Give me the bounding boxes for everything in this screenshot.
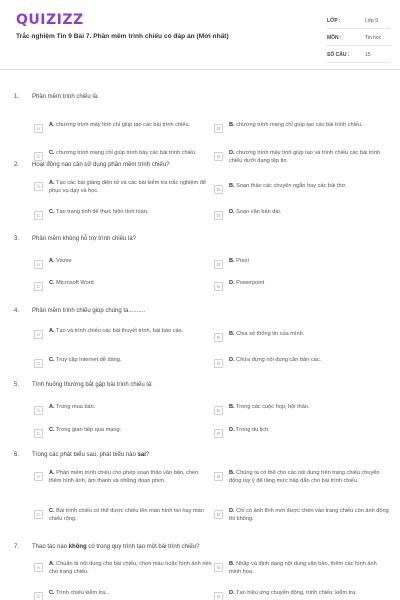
option-d[interactable] (214, 280, 390, 291)
question-stem (14, 544, 199, 550)
option-text: Tạo và trình chiếu các bài thuyết trình, bài báo cáo. (56, 328, 184, 334)
question-stem (14, 94, 99, 100)
option-letter: B (214, 563, 223, 572)
option-c[interactable] (34, 357, 212, 368)
option-text: Soạn văn bản dài. (236, 209, 282, 215)
option-label: B. (229, 561, 235, 567)
question-text: Phần mềm trình chiếu giúp chúng ta.......... (32, 308, 146, 314)
option-text: Visme (56, 258, 72, 264)
meta-value: 15 (365, 52, 371, 58)
option-letter: D (214, 510, 223, 519)
option-text: Chứa đựng nội dung căn bản các. (236, 357, 322, 363)
option-letter: B (214, 333, 223, 342)
option-b[interactable] (214, 404, 390, 415)
option-label: B. (229, 331, 235, 337)
option-label: B. (229, 183, 235, 189)
option-c[interactable] (34, 590, 212, 600)
question-number: 4. (14, 308, 20, 314)
option-c[interactable] (34, 209, 212, 220)
option-letter: C (34, 152, 43, 161)
option-label: D. (229, 508, 235, 514)
option-text: Phần mềm trình chiếu cho phép soạn thảo văn bản, chèn thêm hình ảnh, âm thanh và những đoạn phim. (49, 470, 199, 484)
option-letter: A (34, 124, 43, 133)
option-label: A. (49, 470, 55, 476)
option-b[interactable] (214, 470, 390, 485)
question-text: Phần mềm không hỗ trợ trình chiếu là? (32, 236, 136, 242)
option-d[interactable] (214, 150, 390, 165)
option-b[interactable] (214, 331, 390, 342)
option-label: D. (229, 150, 235, 156)
option-label: B. (229, 470, 235, 476)
option-a[interactable] (34, 470, 212, 485)
option-text: Soạn thảo các chuyện ngắn hay các bài thơ. (236, 183, 347, 189)
option-letter: C (34, 510, 43, 519)
option-label: A. (49, 404, 55, 410)
question-text: Thao tác nào không có trong quy trình tạo một bài trình chiếu? (32, 544, 200, 550)
option-a[interactable] (34, 561, 212, 576)
option-text: Chúng ta có thể cho các nội dung trên trang chiếu chuyển động tùy ý để tăng mức hấp dẫn cho bài trình chiếu. (229, 470, 380, 484)
option-text: Chia sẻ thông tin của mình. (236, 331, 305, 337)
option-text: Bài trình chiếu có thể được chiếu lên màn hình tivi hay màn chiếu rộng. (49, 508, 204, 522)
meta-row-subject (327, 31, 391, 46)
option-letter: C (34, 359, 43, 368)
option-letter: C (34, 282, 43, 291)
option-letter: C (34, 592, 43, 600)
option-text: Chuẩn bị nội dung cho bài chiếu, chọn màu hoặc hình ảnh nền cho trang chiếu. (49, 561, 212, 575)
option-d[interactable] (214, 427, 390, 438)
option-letter: A (34, 563, 43, 572)
question-number: 2. (14, 162, 20, 168)
option-label: A. (49, 122, 55, 128)
option-label: D. (229, 590, 235, 596)
question-number: 6. (14, 452, 20, 458)
meta-label: MÔN : (327, 35, 342, 41)
option-d[interactable] (214, 357, 390, 368)
option-label: D. (229, 280, 235, 286)
option-letter: A (34, 472, 43, 481)
option-text: Trong giao tiếp qua mạng. (56, 427, 122, 433)
question-stem (14, 452, 149, 458)
question-stem (14, 162, 169, 168)
question-number: 1. (14, 94, 20, 100)
option-label: C. (49, 150, 55, 156)
option-label: C. (49, 357, 55, 363)
option-text: chương trình mạng chỉ giúp trình bày các bài trình chiếu. (56, 150, 197, 156)
option-label: B. (229, 122, 235, 128)
option-letter: B (214, 124, 223, 133)
option-text: Trong các cuộc họp, hội thảo. (236, 404, 310, 410)
meta-value: Lớp 9 (365, 18, 379, 24)
option-c[interactable] (34, 280, 212, 291)
option-a[interactable] (34, 180, 212, 195)
question-text: Hoạt động nào cần sử dụng phần mềm trình chiếu? (32, 162, 170, 168)
option-letter: D (214, 211, 223, 220)
option-text: Tạo các bài giảng điện tử và các bài kiểm tra trắc nghiệm để phục vụ dạy và học. (49, 180, 206, 194)
option-letter: B (214, 406, 223, 415)
option-letter: C (34, 429, 43, 438)
option-text: Chỉ có ảnh tĩnh mới được chèn vào trang chiếu còn ảnh động thì không. (229, 508, 389, 522)
option-letter: D (214, 282, 223, 291)
question-stem (14, 308, 145, 314)
option-label: C. (49, 427, 55, 433)
option-label: B. (229, 258, 235, 264)
option-d[interactable] (214, 209, 390, 220)
question-text: Phần mềm trình chiếu là: (32, 94, 99, 100)
question-number: 7. (14, 544, 20, 550)
option-text: Trình chiếu kiểm tra... (56, 590, 110, 596)
meta-label: SỐ CÂU : (327, 52, 350, 58)
question-number: 5. (14, 382, 20, 388)
option-letter: D (214, 429, 223, 438)
option-label: D. (229, 357, 235, 363)
option-letter: B (214, 185, 223, 194)
option-c[interactable] (34, 427, 212, 438)
meta-value: Tin học (365, 35, 382, 41)
option-text: Truy cập Internet dễ dàng. (56, 357, 122, 363)
option-text: chương trình máy tính giúp tạo và trình chiếu các bài trình chiếu dưới dạng tệp tin. (229, 150, 381, 164)
option-text: Tạo trang tính để thực hiện tính toán. (56, 209, 149, 215)
option-label: A. (49, 328, 55, 334)
question-stem (14, 236, 136, 242)
option-a[interactable] (34, 404, 212, 415)
option-a[interactable] (34, 328, 212, 339)
meta-info (327, 14, 391, 65)
option-a[interactable] (34, 258, 212, 269)
worksheet-header (0, 0, 400, 70)
option-label: D. (229, 427, 235, 433)
option-text: Powerpoint (236, 280, 265, 286)
option-b[interactable] (214, 561, 390, 576)
meta-row-count (327, 48, 391, 63)
option-text: Trong mua bán. (56, 404, 96, 410)
option-label: C. (49, 590, 55, 596)
option-b[interactable] (214, 183, 390, 194)
meta-label: LỚP : (327, 18, 341, 24)
option-label: C. (49, 209, 55, 215)
option-letter: A (34, 260, 43, 269)
option-label: B. (229, 404, 235, 410)
option-letter: A (34, 406, 43, 415)
option-label: C. (49, 280, 55, 286)
option-label: A. (49, 561, 55, 567)
option-letter: A (34, 182, 43, 191)
option-label: A. (49, 180, 55, 186)
option-text: Prezi (236, 258, 249, 264)
option-text: chương trình mạng chỉ giúp tạo các bài trình chiếu. (236, 122, 363, 128)
option-letter: D (214, 152, 223, 161)
question-number: 3. (14, 236, 20, 242)
option-c[interactable] (34, 508, 212, 523)
option-letter: B (214, 260, 223, 269)
option-text: Microsoft Word (56, 280, 94, 286)
option-letter: B (214, 472, 223, 481)
option-text: chương trình máy tính chỉ giúp tạo các bài trình chiếu. (56, 122, 191, 128)
option-b[interactable] (214, 122, 390, 133)
quizizz-logo: QUIZIZZ (16, 12, 84, 28)
question-text: Tình huống thường bắt gặp bài trình chiếu là: (32, 382, 153, 388)
document-title: Trắc nghiệm Tin 9 Bài 7. Phần mềm trình chiếu có đáp án (Mới nhất) (16, 33, 229, 40)
question-text: Trong các phát biểu sau, phát biểu nào sai? (32, 452, 150, 458)
option-label: A. (49, 258, 55, 264)
option-letter: A (34, 330, 43, 339)
option-c[interactable] (34, 150, 212, 161)
option-label: D. (229, 209, 235, 215)
option-d[interactable] (214, 508, 390, 523)
option-text: Nhập và định dạng nội dung văn bản, thêm các hình ảnh minh họa. (229, 561, 377, 575)
option-label: C. (49, 508, 55, 514)
option-text: Trong du lịch. (236, 427, 270, 433)
meta-row-class (327, 14, 391, 29)
option-letter: C (34, 211, 43, 220)
option-b[interactable] (214, 258, 390, 269)
option-letter: D (214, 592, 223, 600)
option-text: Tạo hiệu ứng chuyển động, trình chiếu; kiểm tra, (236, 590, 357, 596)
option-letter: D (214, 359, 223, 368)
option-d[interactable] (214, 590, 390, 600)
question-stem (14, 382, 153, 388)
option-a[interactable] (34, 122, 212, 133)
